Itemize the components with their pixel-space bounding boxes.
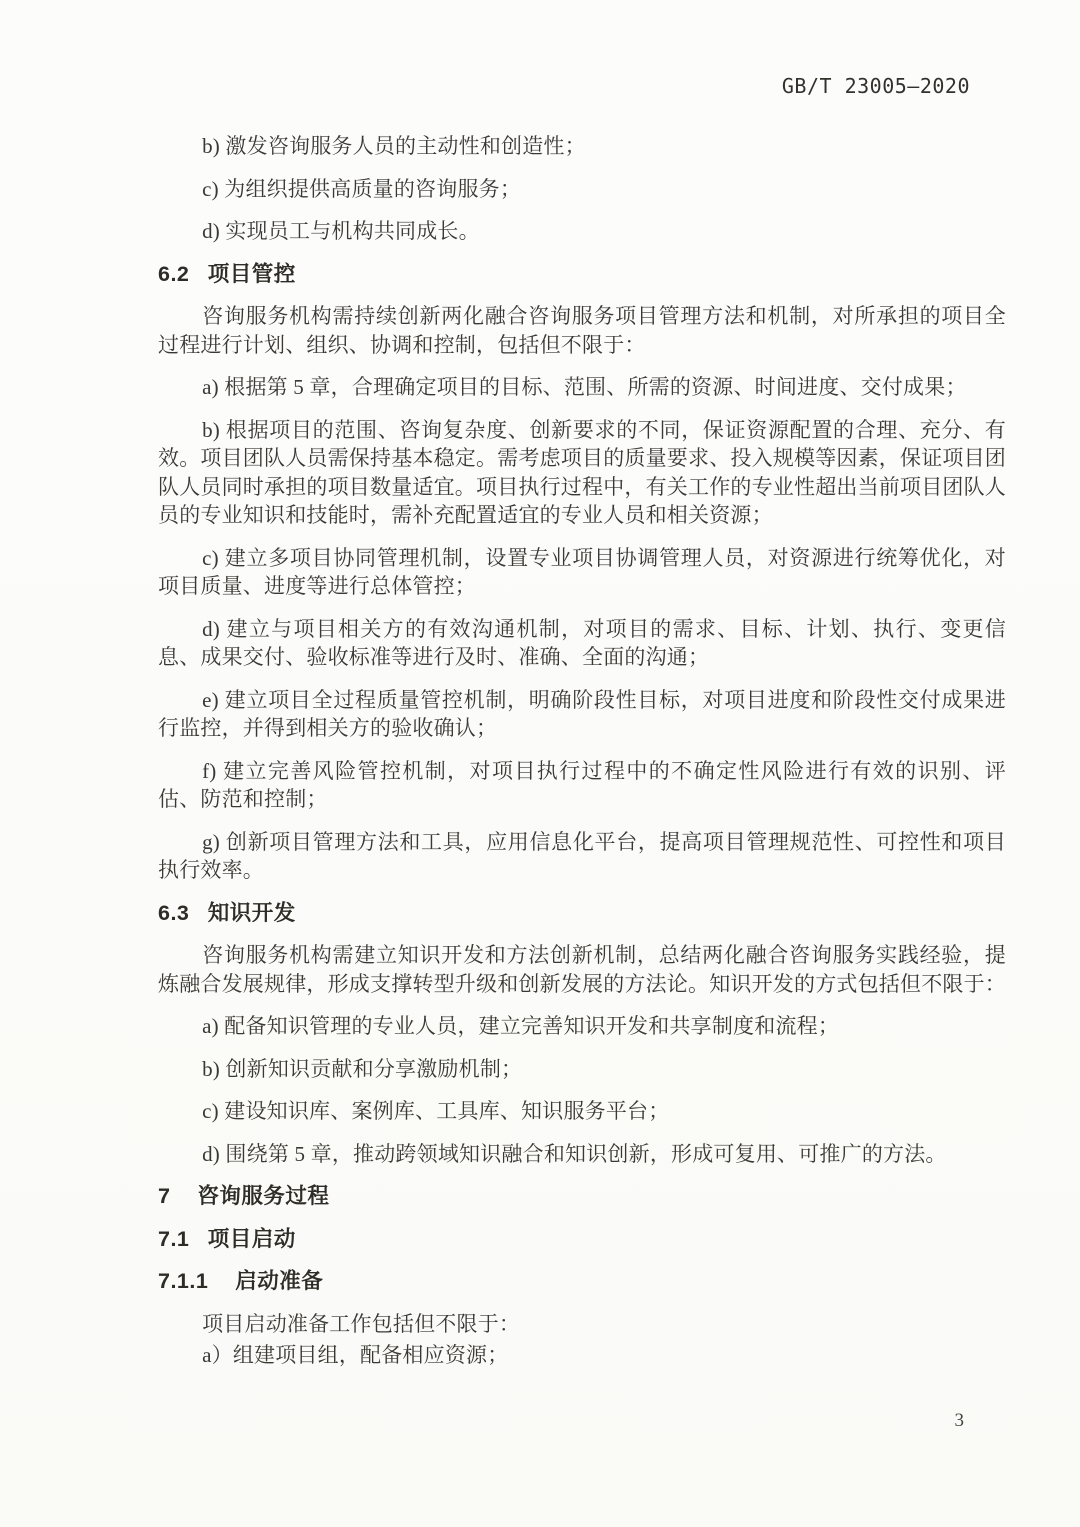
section-6-2-item-d: d) 建立与项目相关方的有效沟通机制，对项目的需求、目标、计划、执行、变更信息、成果交付、验收标准等进行及时、准确、全面的沟通； [158,616,1006,669]
section-title-7-1: 项目启动 [207,1226,296,1251]
section-6-2-item-c: c) 建立多项目协同管理机制，设置专业项目协调管理人员，对资源进行统筹优化，对项目质量、进度等进行总体管控； [158,545,1006,598]
section-6-2-item-b: b) 根据项目的范围、咨询复杂度、创新要求的不同，保证资源配置的合理、充分、有效。项目团队人员需保持基本稳定。需考虑项目的质量要求、投入规模等因素，保证项目团队人员同时承担的项目数量适宜。项目执行过程中，有关工作的专业性超出当前项目团队人员的专业知识和技能时，需补充配置适宜的专业人员和相关资源； [158,417,1006,527]
carryover-list-item-b: b) 激发咨询服务人员的主动性和创造性； [202,134,586,158]
startup-item-a: a）组建项目组，配备相应资源； [202,1343,509,1367]
page-number: 3 [954,1410,964,1431]
page-header [782,74,970,98]
section-6-3-intro: 咨询服务机构需建立知识开发和方法创新机制，总结两化融合咨询服务实践经验，提炼融合发展规律，形成支撑转型升级和创新发展的方法论。知识开发的方式包括但不限于： [158,943,1006,996]
section-number-6-3: 6.3 [158,900,190,925]
section-number-6-2: 6.2 [158,261,190,286]
startup-intro: 项目启动准备工作包括但不限于： [202,1311,521,1336]
section-heading-7 [158,1182,1006,1211]
section-heading-7-1 [158,1225,1006,1254]
section-6-2-item-e: e) 建立项目全过程质量管控机制，明确阶段性目标，对项目进度和阶段性交付成果进行监控，并得到相关方的验收确认； [158,687,1006,740]
section-6-2-item-a: a) 根据第 5 章，合理确定项目的目标、范围、所需的资源、时间进度、交付成果； [202,375,967,399]
section-6-3-item-a: a) 配备知识管理的专业人员，建立完善知识开发和共享制度和流程； [202,1014,840,1038]
section-title-7-1-1: 启动准备 [235,1269,324,1293]
section-6-2-item-g: g) 创新项目管理方法和工具，应用信息化平台，提高项目管理规范性、可控性和项目执行效率。 [158,829,1006,882]
section-number-7-1-1: 7.1.1 [158,1269,209,1293]
section-6-3-item-d: d) 围绕第 5 章，推动跨领域知识融合和知识创新，形成可复用、可推广的方法。 [202,1141,947,1166]
section-title-6-3: 知识开发 [207,900,296,925]
section-6-2-intro: 咨询服务机构需持续创新两化融合咨询服务项目管理方法和机制，对所承担的项目全过程进行计划、组织、协调和控制，包括但不限于： [158,304,1006,357]
section-heading-6-2 [158,260,1006,289]
section-number-7-1: 7.1 [158,1226,190,1251]
section-number-7: 7 [158,1184,171,1208]
carryover-list-item-c: c) 为组织提供高质量的咨询服务； [202,176,522,201]
section-6-2-item-f: f) 建立完善风险管控机制，对项目执行过程中的不确定性风险进行有效的识别、评估、防范和控制； [158,758,1006,811]
carryover-list-item-d: d) 实现员工与机构共同成长。 [202,219,480,243]
standard-number: GB/T 23005—2020 [781,74,970,98]
section-title-6-2: 项目管控 [207,261,296,286]
document-body [158,132,1006,1384]
section-heading-6-3 [158,899,1006,928]
section-title-7: 咨询服务过程 [197,1184,330,1208]
section-6-3-item-c: c) 建设知识库、案例库、工具库、知识服务平台； [202,1099,670,1123]
section-6-3-item-b: b) 创新知识贡献和分享激励机制； [202,1056,523,1081]
section-heading-7-1-1 [158,1267,1006,1296]
